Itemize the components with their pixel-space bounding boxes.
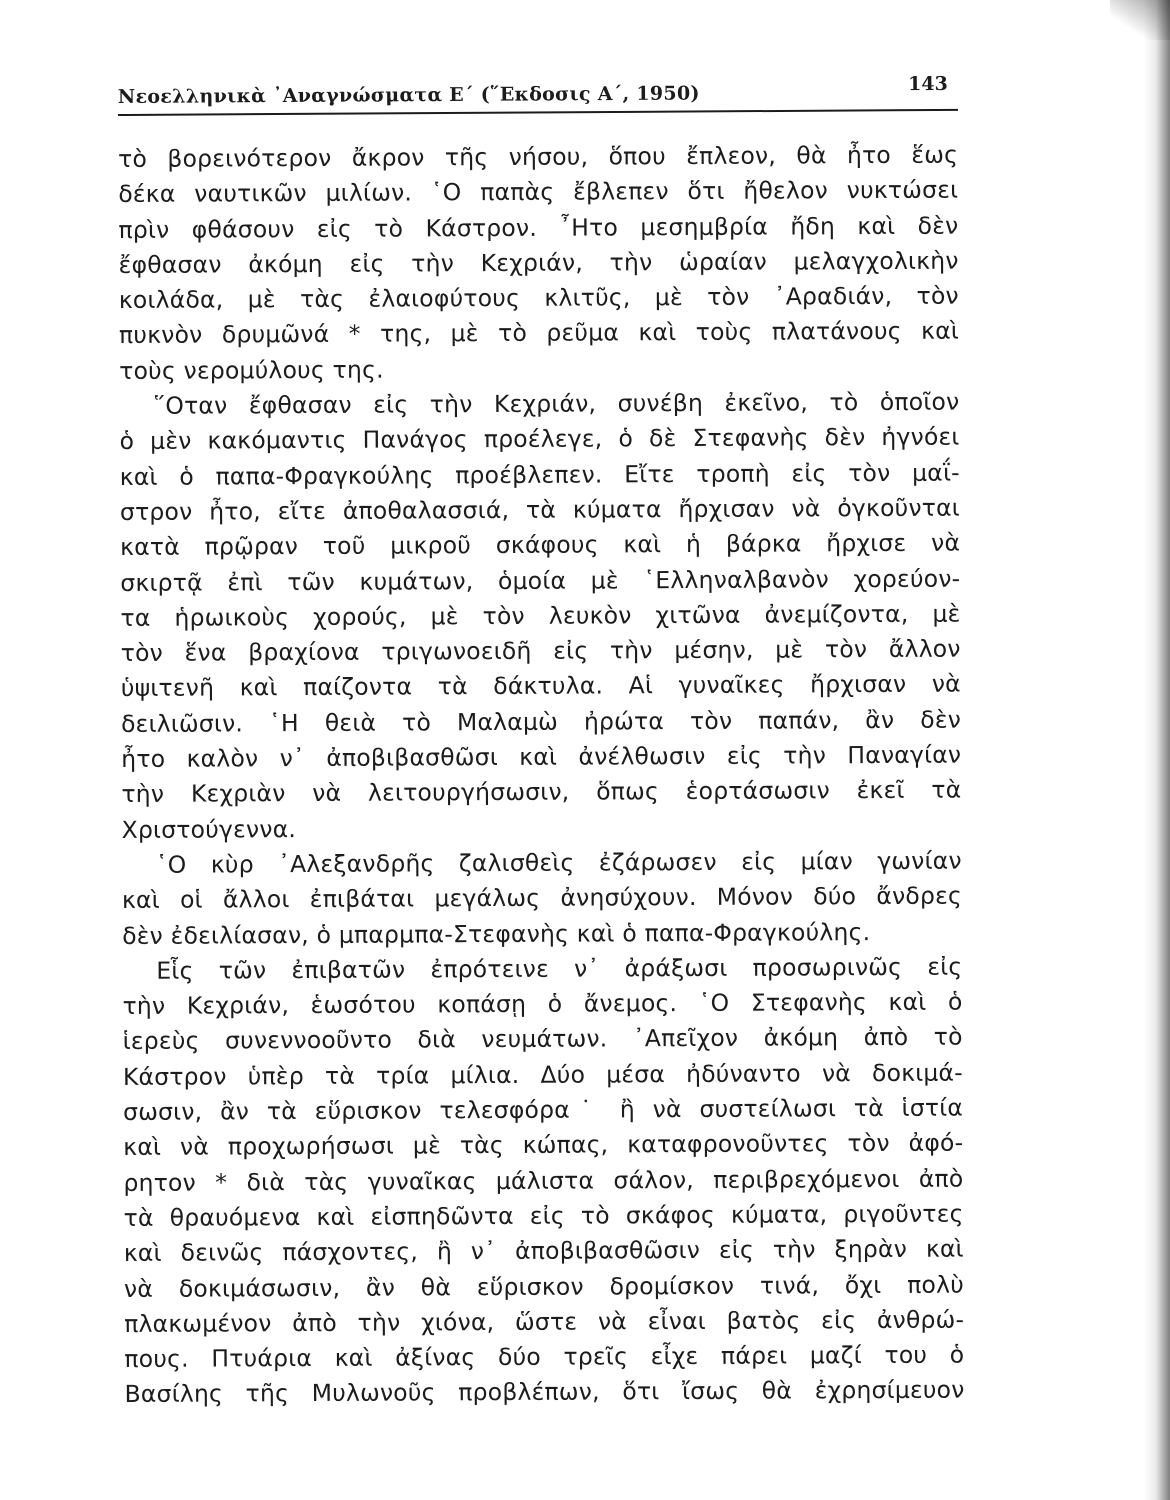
text-line: σωσιν, ἂν τὰ εὕρισκον τελεσφόρα˙ ἢ νὰ συστείλωσι τὰ ἱστία (123, 1093, 964, 1127)
text-line: πους. Πτυάρια καὶ ἀξίνας δύο τρεῖς εἶχε πάρει μαζί του ὁ (124, 1340, 965, 1374)
text-line: καὶ ὁ παπα-Φραγκούλης προέβλεπεν. Εἴτε τροπὴ εἰς τὸν μαΐ- (119, 458, 960, 491)
scan-page-edge-shadow (1144, 0, 1170, 1500)
text-line: πρὶν φθάσουν εἰς τὸ Κάστρον. ῏Ητο μεσημβρία ἤδη καὶ δὲν (118, 211, 959, 244)
text-line: τα ἡρωικοὺς χορούς, μὲ τὸν λευκὸν χιτῶνα ἀνεμίζοντα, μὲ (120, 599, 961, 632)
text-line: τὸ βορεινότερον ἄκρον τῆς νήσου, ὅπου ἔπλεον, θὰ ἦτο ἕως (118, 140, 959, 173)
text-line: πλακωμένον ἀπὸ τὴν χιόνα, ὥστε νὰ εἶναι βατὸς εἰς ἀνθρώ- (124, 1305, 965, 1338)
text-line: Βασίλης τῆς Μυλωνοῦς προβλέπων, ὅτι ἴσως θὰ ἐχρησίμευον (124, 1375, 965, 1409)
body-text (118, 138, 965, 1413)
text-line: Εἷς τῶν ἐπιβατῶν ἐπρότεινε ν᾿ ἀράξωσι προσωρινῶς εἰς (156, 952, 963, 985)
text-line: τὴν Κεχριὰν νὰ λειτουργήσωσιν, ὅπως ἑορτάσωσιν ἐκεῖ τὰ (121, 775, 962, 809)
text-line: τὸν ἕνα βραχίονα τριγωνοειδῆ εἰς τὴν μέσην, μὲ τὸν ἄλλον (120, 634, 961, 668)
text-line: δειλιῶσιν. ῾Η θειὰ τὸ Μαλαμὼ ἠρώτα τὸν παπάν, ἂν δὲν (120, 705, 962, 738)
text-line: κατὰ πρῷραν τοῦ μικροῦ σκάφους καὶ ἡ βάρκα ἤρχισε νὰ (120, 528, 961, 562)
text-line: τοὺς νερομύλους της. (119, 355, 384, 385)
text-line: τὰ θραυόμενα καὶ εἰσπηδῶντα εἰς τὸ σκάφος κύματα, ριγοῦντες (123, 1199, 964, 1232)
text-line: στρον ἦτο, εἴτε ἀποθαλασσιά, τὰ κύματα ἤρχισαν νὰ ὀγκοῦνται (119, 493, 960, 526)
text-line: δὲν ἐδειλίασαν, ὁ μπαρμπα-Στεφανὴς καὶ ὁ παπα-Φραγκούλης. (122, 917, 871, 950)
text-line: ῾Ο κὺρ ᾿Αλεξανδρῆς ζαλισθεὶς ἐζάρωσεν εἰς μίαν γωνίαν (155, 846, 962, 879)
text-line: Κάστρον ὑπὲρ τὰ τρία μίλια. Δύο μέσα ἠδύναντο νὰ δοκιμά- (122, 1058, 963, 1091)
text-line: καὶ νὰ προχωρήσωσι μὲ τὰς κώπας, καταφρονοῦντες τὸν ἀφό- (123, 1128, 964, 1162)
text-line: νὰ δοκιμάσωσιν, ἂν θὰ εὕρισκον δρομίσκον τινά, ὄχι πολὺ (123, 1270, 965, 1303)
running-title: Νεοελληνικὰ ᾿Αναγνώσματα Ε΄ (῞Εκδοσις Α΄, 1950) (117, 82, 700, 109)
text-line: σκιρτᾷ ἐπὶ τῶν κυμάτων, ὁμοία μὲ ῾Ελληναλβανὸν χορεύον- (120, 564, 961, 597)
text-line: ῞Οταν ἔφθασαν εἰς τὴν Κεχριάν, συνέβη ἐκεῖνο, τὸ ὁποῖον (153, 387, 960, 420)
book-page (117, 70, 965, 1413)
text-line: ὁ μὲν κακόμαντις Πανάγος προέλεγε, ὁ δὲ Στεφανὴς δὲν ἠγνόει (119, 422, 960, 456)
text-line: Χριστούγεννα. (121, 814, 297, 844)
text-line: καὶ οἱ ἄλλοι ἐπιβάται μεγάλως ἀνησύχουν. Μόνον δύο ἄνδρες (121, 881, 963, 915)
text-line: κοιλάδα, μὲ τὰς ἐλαιοφύτους κλιτῦς, μὲ τὸν ᾿Αραδιάν, τὸν (118, 281, 959, 315)
text-line: δέκα ναυτικῶν μιλίων. ῾Ο παπὰς ἔβλεπεν ὅτι ἤθελον νυκτώσει (118, 175, 959, 209)
text-line: ἱερεὺς συνεννοοῦντο διὰ νευμάτων. ᾿Απεῖχον ἀκόμη ἀπὸ τὸ (122, 1023, 963, 1056)
text-line: ἔφθασαν ἀκόμη εἰς τὴν Κεχριάν, τὴν ὡραίαν μελαγχολικὴν (118, 246, 959, 279)
text-line: ἦτο καλὸν ν᾿ ἀποβιβασθῶσι καὶ ἀνέλθωσιν εἰς τὴν Παναγίαν (121, 740, 962, 774)
text-line: ὑψιτενῆ καὶ παίζοντα τὰ δάκτυλα. Αἱ γυναῖκες ἤρχισαν νὰ (120, 670, 961, 703)
page-number: 143 (908, 72, 948, 96)
text-line: πυκνὸν δρυμῶνά * της, μὲ τὸ ρεῦμα καὶ τοὺς πλατάνους καὶ (118, 317, 960, 350)
text-line: τὴν Κεχριάν, ἑωσότου κοπάσῃ ὁ ἄνεμος. ῾Ο Στεφανὴς καὶ ὁ (122, 987, 963, 1021)
running-header (118, 65, 958, 116)
text-line: καὶ δεινῶς πάσχοντες, ἢ ν᾿ ἀποβιβασθῶσιν εἰς τὴν ξηρὰν καὶ (123, 1234, 964, 1268)
scan-corner-shadow (1110, 0, 1170, 40)
text-line: ρητον * διὰ τὰς γυναῖκας μάλιστα σάλον, περιβρεχόμενοι ἀπὸ (123, 1164, 964, 1197)
